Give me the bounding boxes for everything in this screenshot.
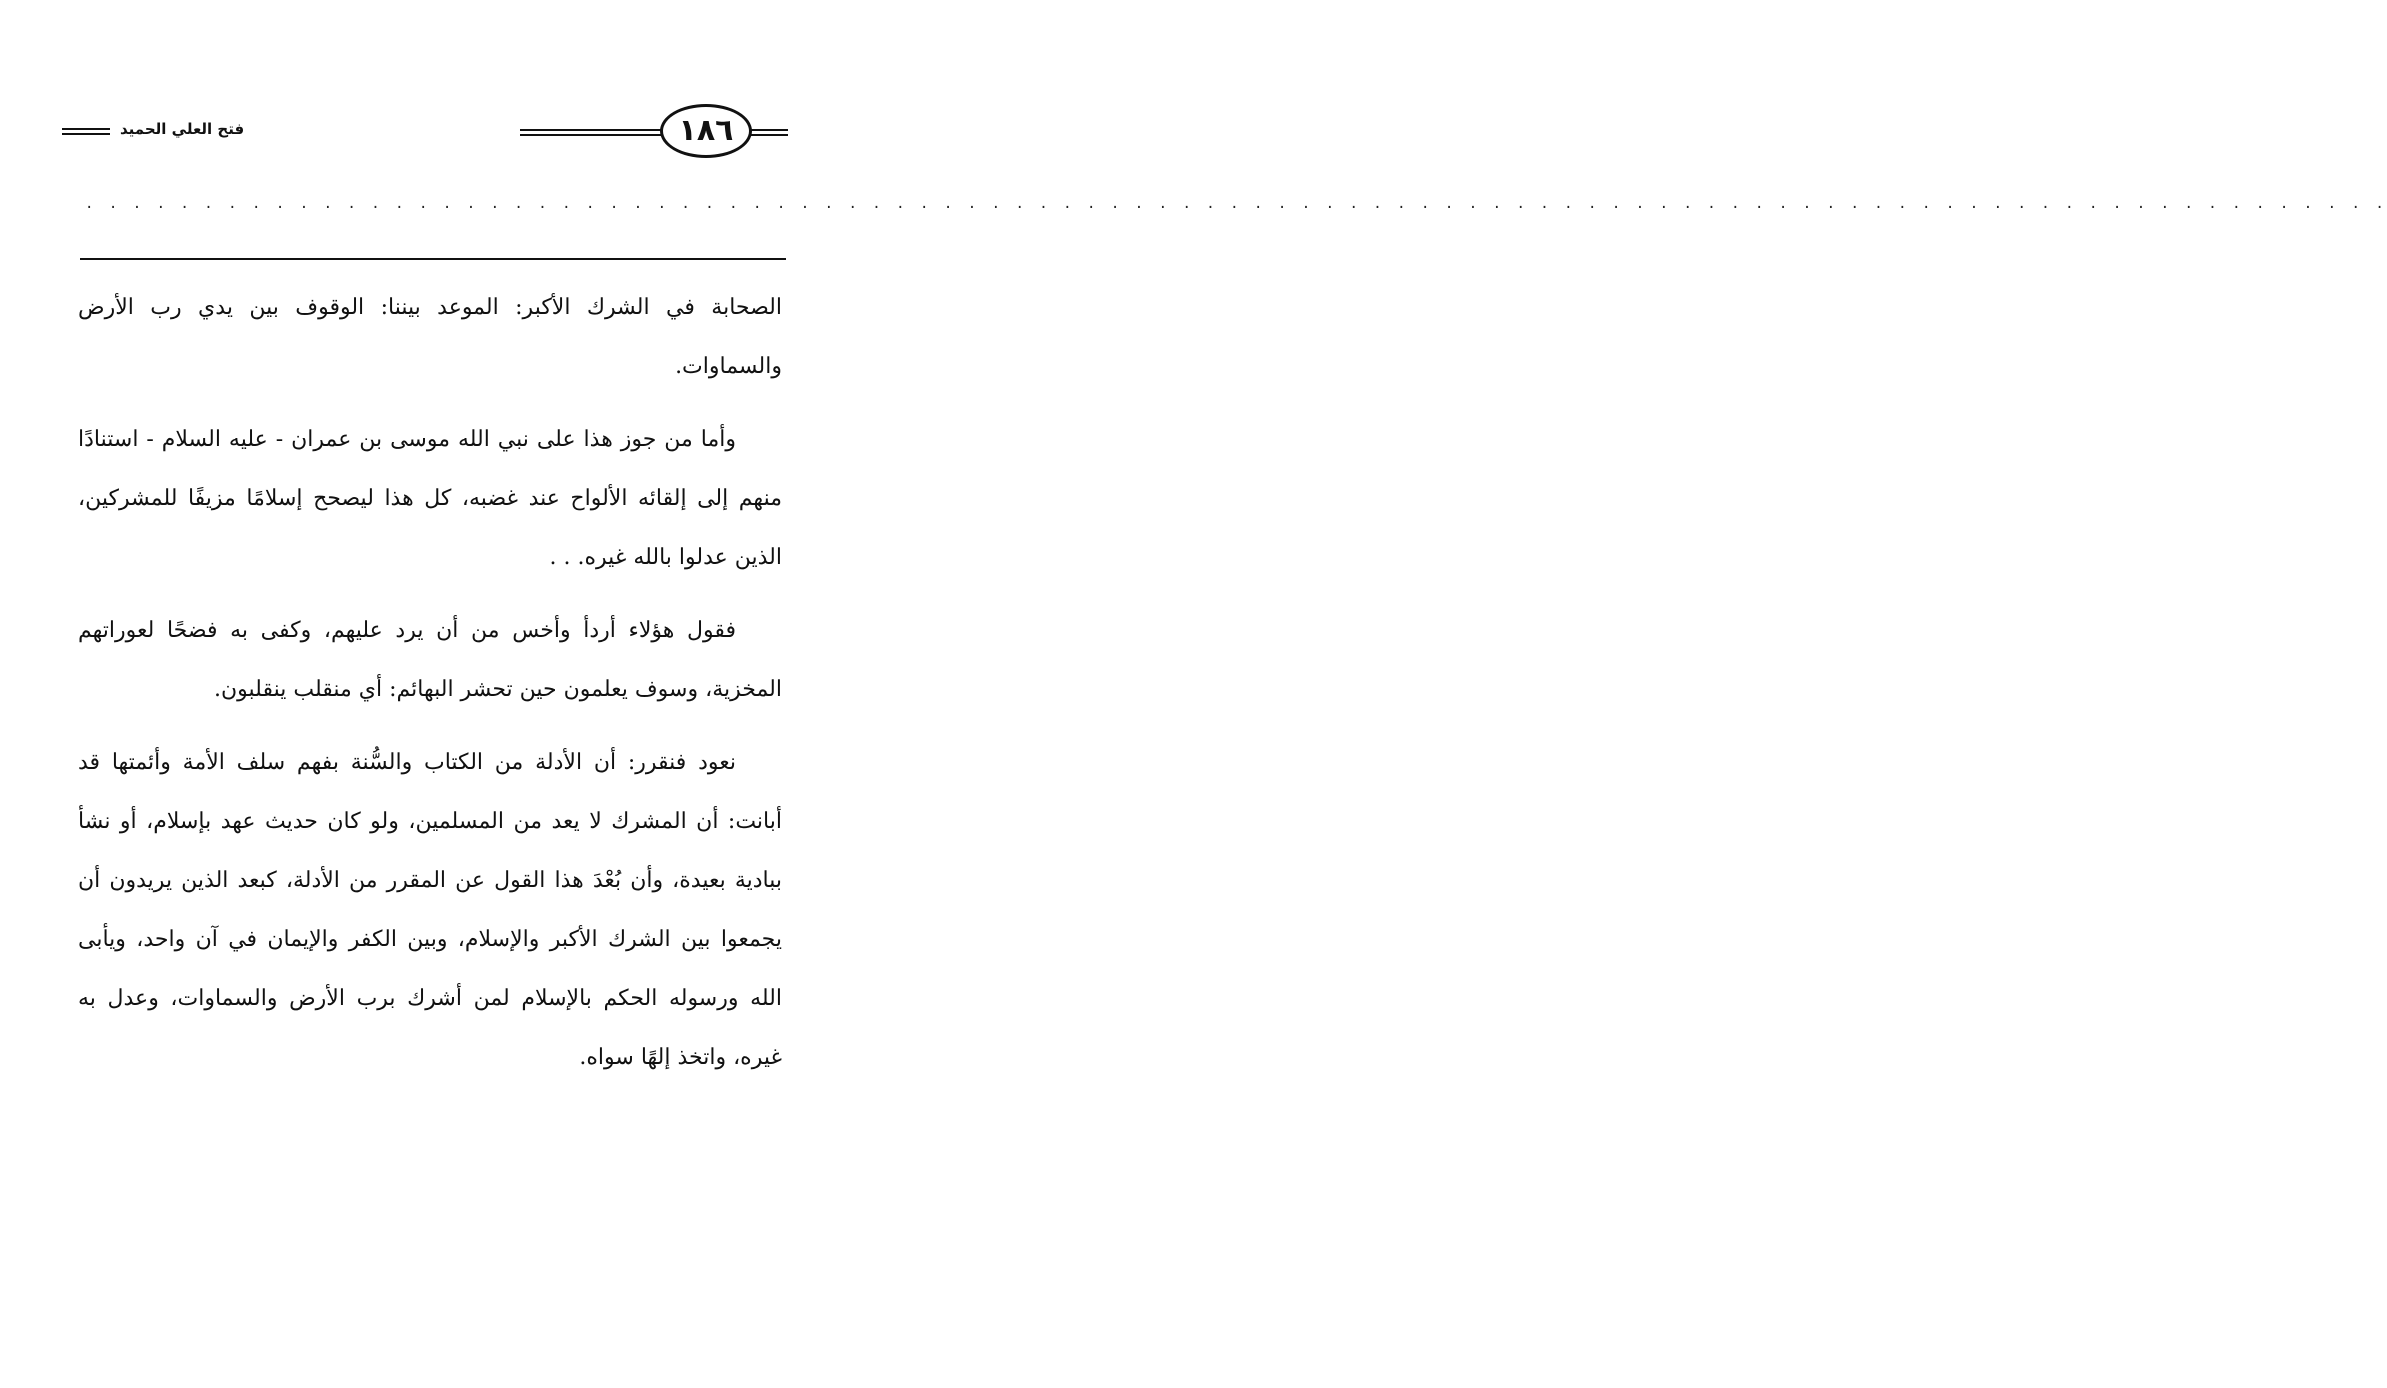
footnote-dotted-line: . . . . . . . . . . . . . . . . . . . . . . . . . . . . . . . . . . . . . . . . . . . . . . . . . . . . . . . . . . . . . . . . . . . . . . . . . . . . . . . . . . . . . . . . . . . . . . . . . xyxy=(85,196,2387,212)
paragraph-2: وأما من جوز هذا على نبي الله موسى بن عمران - عليه السلام - استنادًا منهم إلى إلقائه الألواح عند غضبه، كل هذا ليصحح إسلامًا مزيفًا للمشركين، الذين عدلوا بالله غيره. . . xyxy=(78,427,782,570)
running-title: فتح العلي الحميد xyxy=(120,120,245,138)
paragraph-1: الصحابة في الشرك الأكبر: الموعد بيننا: الوقوف بين يدي رب الأرض والسماوات. xyxy=(78,295,782,379)
title-ornament-rule xyxy=(62,128,110,135)
page-header xyxy=(60,100,790,170)
main-text xyxy=(78,278,782,1101)
paragraph-4: نعود فنقرر: أن الأدلة من الكتاب والسُّنة بفهم سلف الأمة وأئمتها قد أبانت: أن المشرك لا يعد من المسلمين، ولو كان حديث عهد بإسلام، أو نشأ ببادية بعيدة، وأن بُعْدَ هذا القول عن المقرر من الأدلة، كبعد الذين يريدون أن يجمعوا بين الشرك الأكبر والإسلام، وبين الكفر والإيمان في آن واحد، ويأبى الله ورسوله الحكم بالإسلام لمن أشرك برب الأرض والسماوات، وعدل به غيره، واتخذ إلهًا سواه. xyxy=(78,750,782,1070)
paragraph-3: فقول هؤلاء أردأ وأخس من أن يرد عليهم، وكفى به فضحًا لعوراتهم المخزية، وسوف يعلمون حين تحشر البهائم: أي منقلب ينقلبون. xyxy=(78,618,782,702)
header-rule-right xyxy=(750,129,788,136)
text-divider-rule xyxy=(80,258,786,260)
header-rule-left xyxy=(520,129,668,136)
page-number-oval xyxy=(660,104,752,158)
page-number: ١٨٦ xyxy=(678,113,734,148)
